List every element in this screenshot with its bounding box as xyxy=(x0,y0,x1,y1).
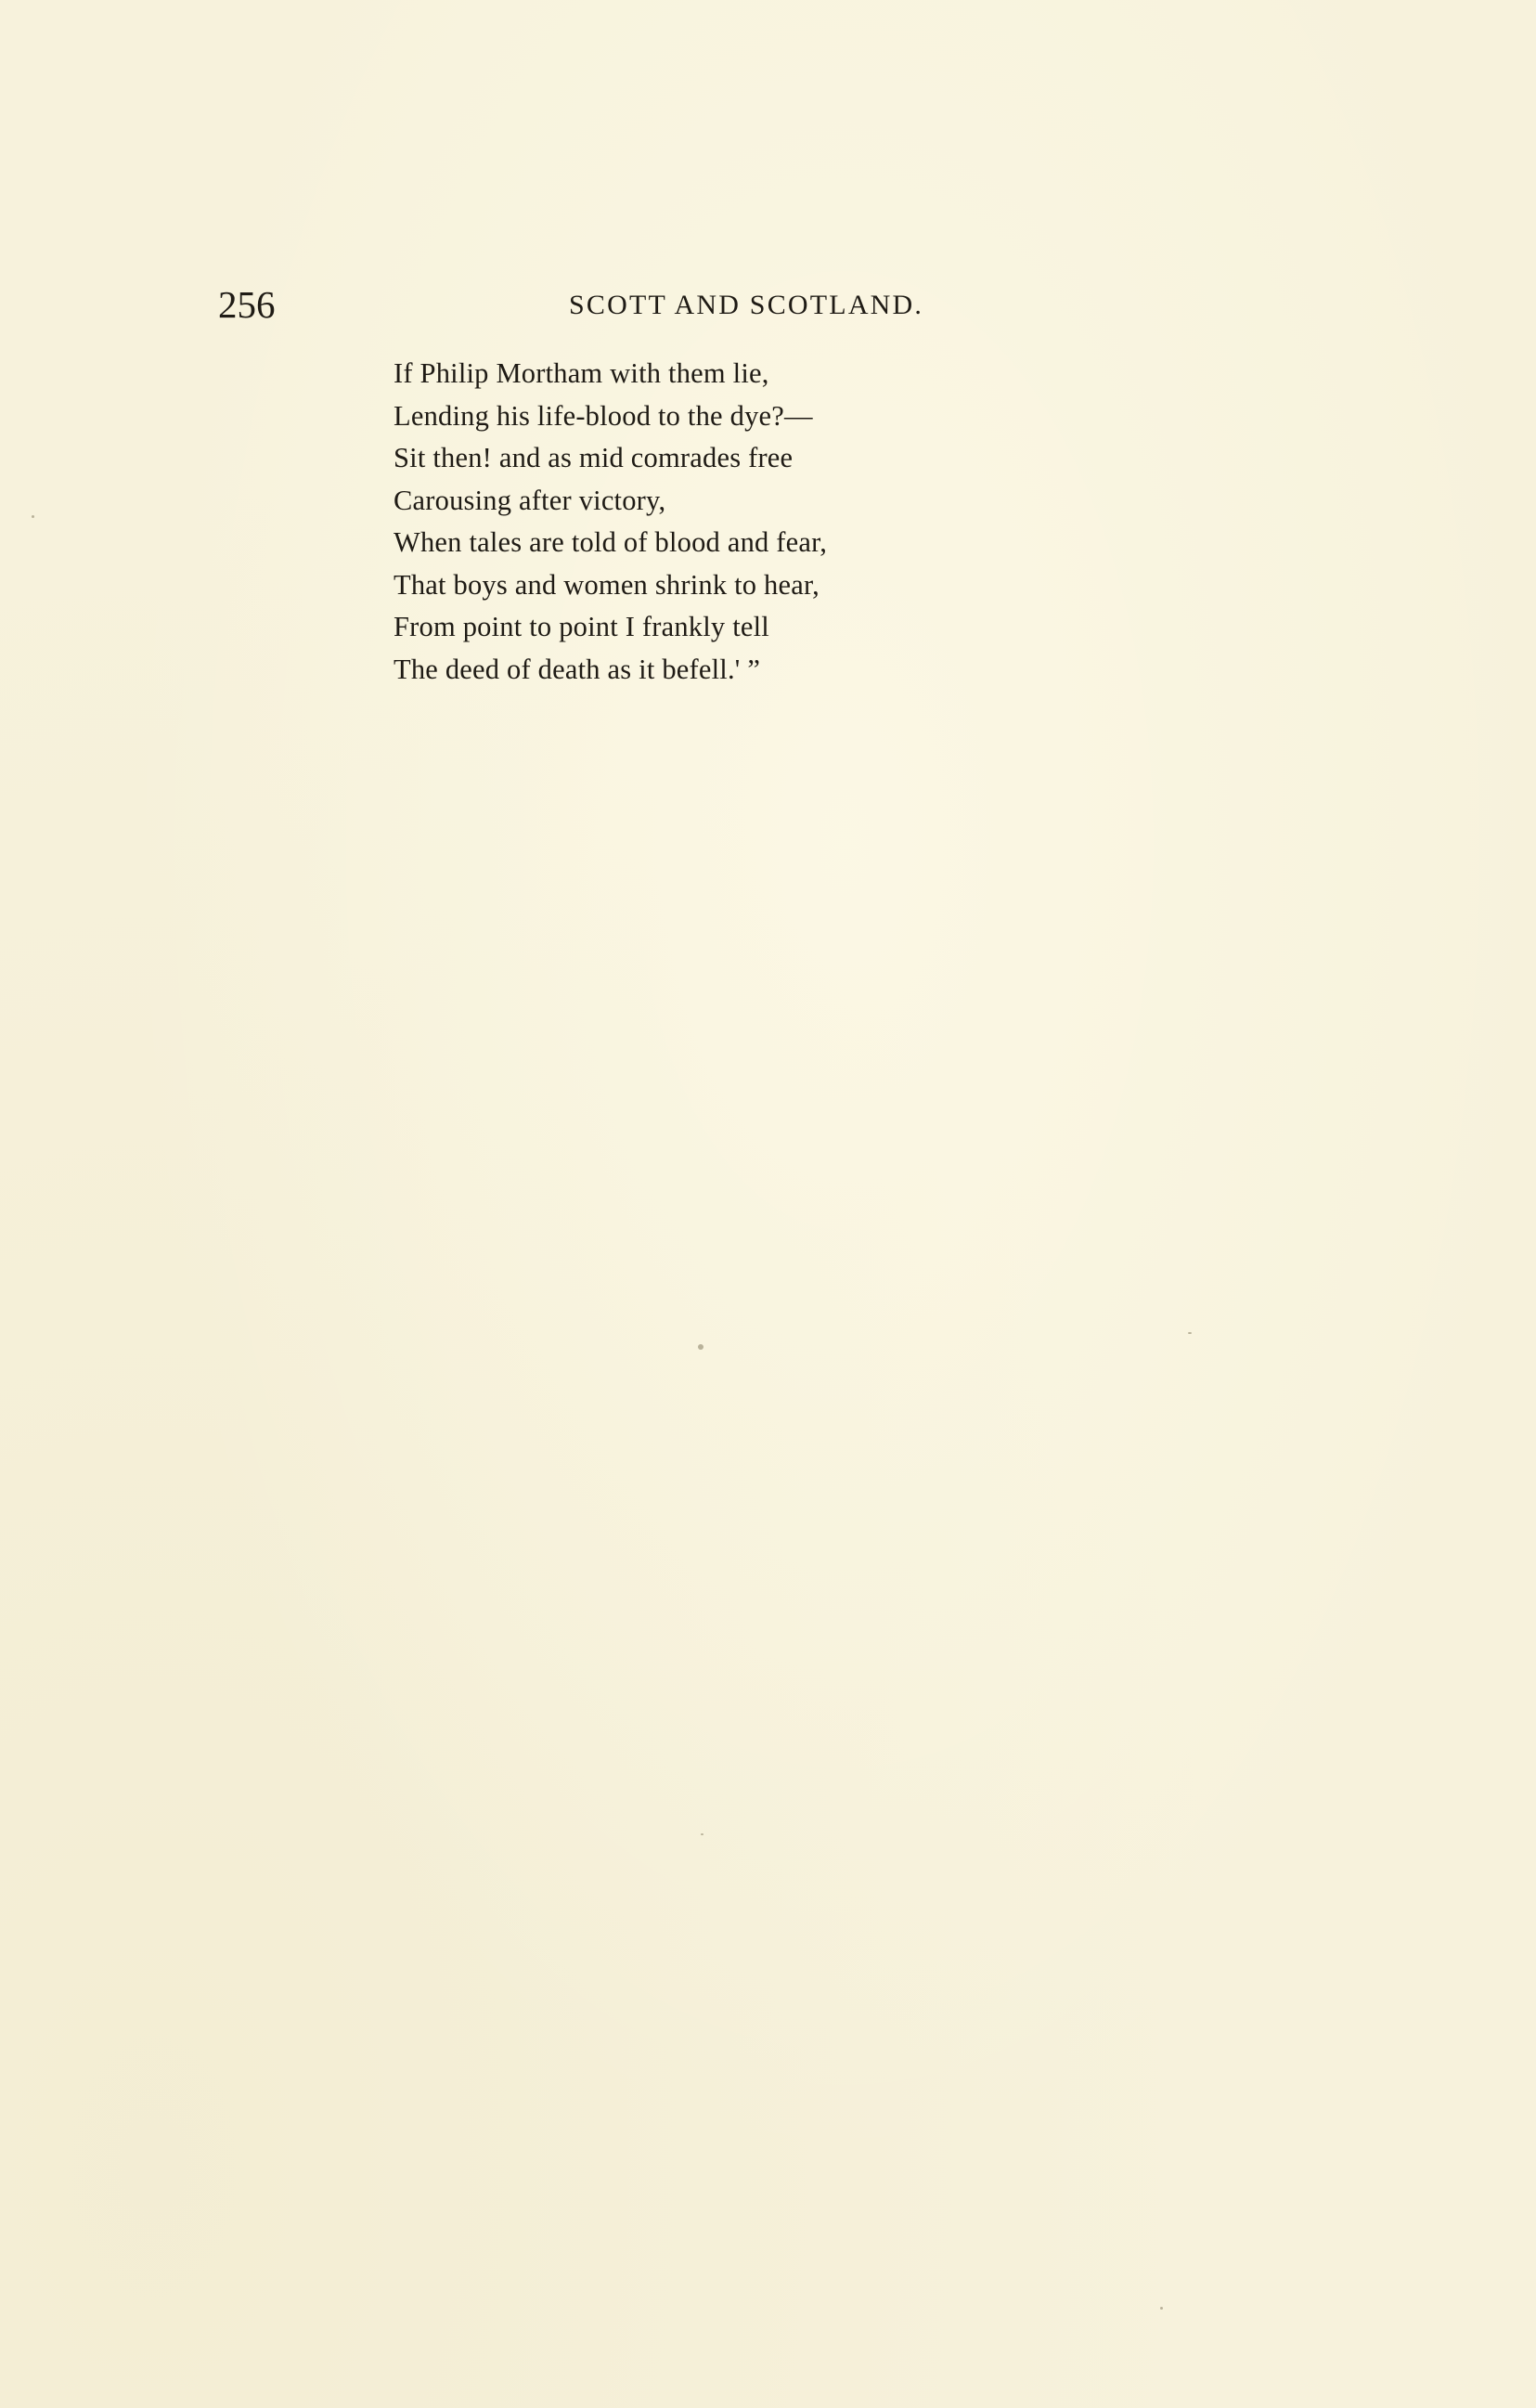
poem-line: If Philip Mortham with them lie, xyxy=(394,357,769,389)
paper-speck xyxy=(1188,1332,1192,1334)
paper-speck xyxy=(32,515,34,518)
paper-speck xyxy=(698,1344,703,1350)
poem-line: Lending his life-blood to the dye?— xyxy=(394,399,813,432)
running-title: SCOTT AND SCOTLAND. xyxy=(569,290,924,320)
poem-line: Sit then! and as mid comrades free xyxy=(394,442,794,473)
running-head xyxy=(218,277,970,332)
page-number: 256 xyxy=(218,283,276,326)
poem-line: Carousing after victory, xyxy=(394,484,666,516)
poem-line: The deed of death as it befell.' ” xyxy=(394,653,761,685)
poem-line: When tales are told of blood and fear, xyxy=(394,526,828,558)
paper-speck xyxy=(1160,2307,1163,2310)
paper-speck xyxy=(701,1833,703,1835)
poem-line: From point to point I frankly tell xyxy=(394,611,769,642)
poem-stanza xyxy=(394,353,987,691)
poem-line: That boys and women shrink to hear, xyxy=(394,568,820,601)
